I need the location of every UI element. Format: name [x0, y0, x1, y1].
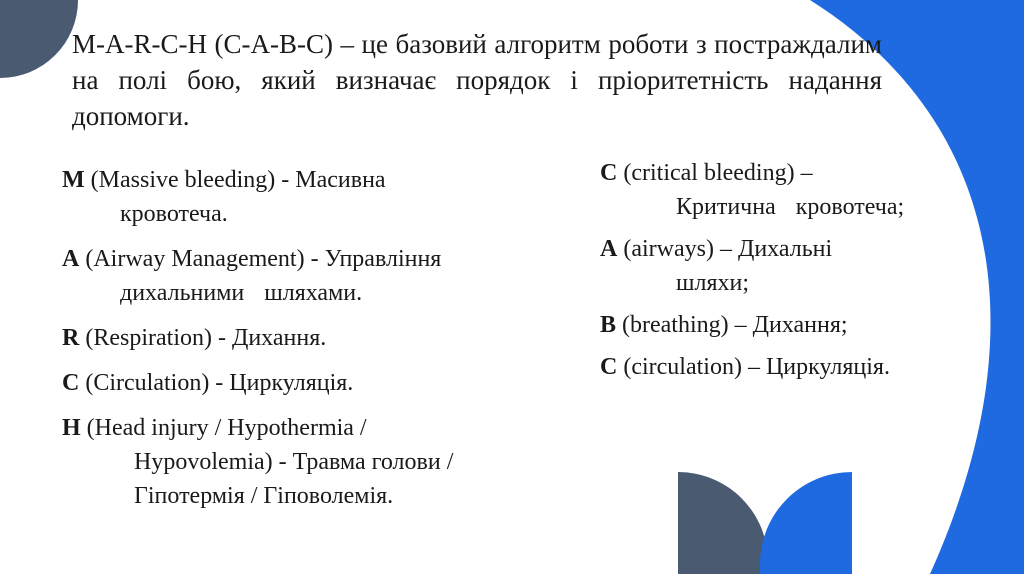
cabc-key: A: [600, 236, 618, 262]
slate-leaf-shape: [678, 472, 768, 574]
march-line: (Circulation) - Циркуляція.: [85, 370, 354, 396]
march-item-a: [62, 242, 562, 310]
cabc-item-c2: [600, 350, 980, 384]
march-key: H: [62, 415, 81, 441]
cabc-key: B: [600, 312, 617, 338]
march-item-m: [62, 163, 562, 231]
cabc-item-b: [600, 308, 980, 342]
march-line: (Airway Management) - Управління: [85, 246, 442, 272]
cabc-key: C: [600, 354, 618, 380]
cabc-line: (breathing) – Дихання;: [622, 312, 848, 338]
cabc-list: [600, 156, 980, 392]
march-item-r: [62, 321, 562, 355]
march-key: R: [62, 325, 80, 351]
march-line-cont: кровотеча.: [120, 201, 228, 227]
march-list: [62, 163, 562, 524]
march-item-h: [62, 411, 562, 513]
march-key: C: [62, 370, 80, 396]
march-item-c: [62, 366, 562, 400]
march-line: (Head injury / Hypothermia /: [86, 415, 367, 441]
cabc-line: (circulation) – Циркуляція.: [623, 354, 890, 380]
cabc-line-cont: шляхи;: [676, 270, 750, 296]
march-line: (Respiration) - Дихання.: [85, 325, 327, 351]
cabc-item-a: [600, 232, 980, 300]
march-line-cont: Гіпотермія / Гіповолемія.: [134, 483, 394, 509]
cabc-line: (airways) – Дихальні: [623, 236, 833, 262]
slate-corner-shape: [0, 0, 78, 78]
march-line-cont: Hypovolemia) - Травма голови /: [134, 449, 454, 475]
cabc-key: C: [600, 160, 618, 186]
cabc-line: (critical bleeding) –: [623, 160, 813, 186]
cabc-line-cont: Критична кровотеча;: [676, 194, 905, 220]
march-key: M: [62, 167, 85, 193]
march-line-cont: дихальними шляхами.: [120, 280, 363, 306]
march-key: A: [62, 246, 80, 272]
blue-leaf-shape: [760, 472, 852, 574]
page-title: M-A-R-C-H (C-A-B-C) – це базовий алгоритм роботи з постраждалим на полі бою, який визначає порядок і пріоритетність надання допомоги.: [72, 29, 882, 131]
cabc-item-c1: [600, 156, 980, 224]
march-line: (Massive bleeding) - Масивна: [90, 167, 386, 193]
